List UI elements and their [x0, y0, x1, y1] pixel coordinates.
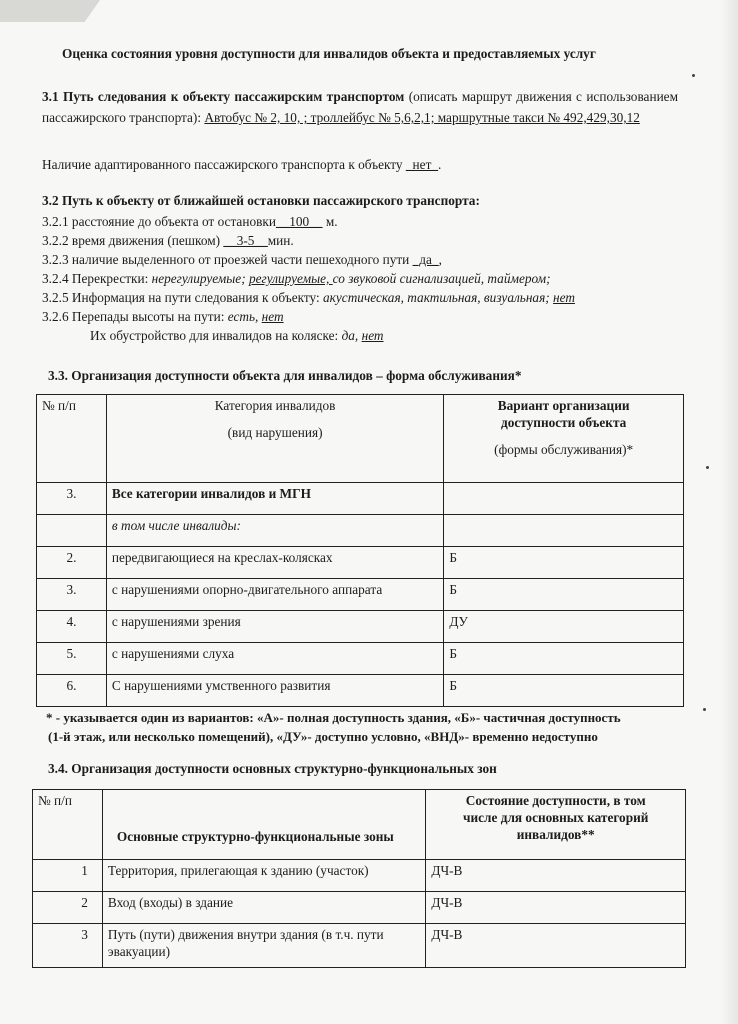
header-category	[106, 395, 443, 483]
info-options: акустическая, тактильная, визуальная;	[323, 290, 554, 305]
table-row	[37, 579, 684, 611]
table-row	[37, 643, 684, 675]
adapted-transport-value: _нет_	[405, 157, 439, 172]
header-state-line1: Состояние доступности, в том	[465, 793, 646, 808]
table-header-row	[37, 395, 684, 483]
table-row	[33, 860, 686, 892]
row-category: в том числе инвалиды:	[106, 515, 443, 547]
row-value: ДУ	[444, 611, 684, 643]
info-label: 3.2.5 Информация на пути следования к объекту:	[42, 290, 324, 305]
row-zone: Вход (входы) в здание	[102, 892, 426, 924]
header-state-line2: числе для основных категорий	[462, 810, 649, 825]
line-3-2-3	[42, 251, 442, 268]
table-row	[33, 924, 686, 968]
adapted-transport-label: Наличие адаптированного пассажирского транспорта к объекту	[42, 157, 406, 172]
height-diff-label: 3.2.6 Перепады высоты на пути:	[42, 309, 228, 324]
pedestrian-path-label: 3.2.3 наличие выделенного от проезжей части пешеходного пути	[42, 252, 413, 267]
row-category: Все категории инвалидов и МГН	[106, 483, 443, 515]
header-zone: Основные структурно-функциональные зоны	[102, 790, 426, 860]
scan-speck	[692, 74, 695, 77]
row-category: с нарушениями слуха	[106, 643, 443, 675]
table-row	[37, 547, 684, 579]
adapted-transport-tail: .	[438, 157, 442, 172]
crossings-opt-signal: со звуковой сигнализацией, таймером;	[332, 271, 551, 286]
table-row	[37, 515, 684, 547]
row-num: 3.	[37, 483, 107, 515]
line-wheelchair	[90, 327, 384, 344]
section-3-1-title: 3.1 Путь следования к объекту пассажирским транспортом	[42, 89, 405, 104]
row-num: 4.	[37, 611, 107, 643]
scan-speck	[706, 466, 709, 469]
row-category: с нарушениями опорно-двигательного аппарата	[106, 579, 443, 611]
line-3-2-4	[42, 270, 551, 287]
row-num: 3.	[37, 579, 107, 611]
row-num: 1	[33, 860, 103, 892]
section-3-2-title: 3.2 Путь к объекту от ближайшей остановки пассажирского транспорта:	[42, 193, 480, 208]
distance-unit: м.	[322, 214, 338, 229]
header-state	[426, 790, 686, 860]
row-category: с нарушениями зрения	[106, 611, 443, 643]
height-diff-selected: нет	[261, 309, 284, 324]
table-row	[37, 611, 684, 643]
row-num: 2	[33, 892, 103, 924]
zones-table	[32, 789, 686, 968]
walk-time-label: 3.2.2 время движения (пешком)	[42, 233, 224, 248]
crossings-label: 3.2.4 Перекрестки:	[42, 271, 152, 286]
row-category: С нарушениями умственного развития	[106, 675, 443, 707]
footnote-line2: (1-й этаж, или несколько помещений), «ДУ»- доступно условно, «ВНД»- временно недоступно	[48, 729, 598, 744]
pedestrian-path-tail: ,	[438, 252, 442, 267]
header-num: № п/п	[37, 395, 107, 483]
info-selected: нет	[553, 290, 575, 305]
footnote-line1: * - указывается один из вариантов: «А»- полная доступность здания, «Б»- частичная доступность	[46, 710, 621, 725]
table-row	[37, 675, 684, 707]
table-header-row	[33, 790, 686, 860]
header-variant	[444, 395, 684, 483]
scan-speck	[703, 708, 706, 711]
distance-label: 3.2.1 расстояние до объекта от остановки	[42, 214, 276, 229]
walk-time-unit: мин.	[267, 233, 294, 248]
wheelchair-label: Их обустройство для инвалидов на коляске:	[90, 328, 342, 343]
table-row	[37, 483, 684, 515]
distance-value: __100__	[275, 214, 323, 229]
row-num: 3	[33, 924, 103, 968]
row-category: передвигающиеся на креслах-колясках	[106, 547, 443, 579]
row-value	[444, 515, 684, 547]
header-category-line1: Категория инвалидов	[214, 398, 336, 413]
header-category-line2: (вид нарушения)	[227, 425, 323, 440]
row-value: ДЧ-В	[426, 924, 686, 968]
line-3-2-6	[42, 308, 284, 325]
row-value: Б	[444, 643, 684, 675]
document-heading: Оценка состояния уровня доступности для инвалидов объекта и предоставляемых услуг	[62, 46, 596, 61]
line-3-2-2	[42, 232, 294, 249]
row-value: ДЧ-В	[426, 892, 686, 924]
header-state-line3: инвалидов**	[516, 827, 595, 842]
line-3-2-1	[42, 213, 338, 230]
row-num: 5.	[37, 643, 107, 675]
walk-time-value: __3-5__	[223, 233, 268, 248]
row-zone: Путь (пути) движения внутри здания (в т.ч. пути эвакуации)	[102, 924, 426, 968]
service-form-table	[36, 394, 684, 707]
section-3-1	[42, 86, 678, 128]
pedestrian-path-value: _да_	[412, 252, 439, 267]
section-3-1-desc: (описать маршрут движения с использованием пассажирского транспорта):	[42, 89, 678, 125]
row-value	[444, 483, 684, 515]
wheelchair-option: да,	[341, 328, 362, 343]
scan-edge	[0, 0, 100, 22]
row-value: Б	[444, 547, 684, 579]
scan-shadow	[720, 0, 738, 1024]
header-variant-line2: доступности объекта	[501, 415, 627, 430]
row-num: 6.	[37, 675, 107, 707]
row-value: ДЧ-В	[426, 860, 686, 892]
section-3-3-title: 3.3. Организация доступности объекта для инвалидов – форма обслуживания*	[48, 368, 522, 383]
header-variant-line1: Вариант организации	[497, 398, 630, 413]
header-variant-line3: (формы обслуживания)*	[494, 442, 634, 457]
wheelchair-selected: нет	[361, 328, 384, 343]
adapted-transport-line	[42, 156, 441, 173]
crossings-opt-regulated: регулируемые,	[248, 271, 333, 286]
table-row	[33, 892, 686, 924]
row-num	[37, 515, 107, 547]
header-num: № п/п	[33, 790, 103, 860]
height-diff-option: есть,	[227, 309, 262, 324]
section-3-1-routes: Автобус № 2, 10, ; троллейбус № 5,6,2,1; маршрутные такси № 492,429,30,12	[204, 110, 640, 125]
line-3-2-5	[42, 289, 575, 306]
crossings-opt-unregulated: нерегулируемые;	[151, 271, 249, 286]
row-value: Б	[444, 675, 684, 707]
section-3-4-title: 3.4. Организация доступности основных структурно-функциональных зон	[48, 761, 497, 776]
row-zone: Территория, прилегающая к зданию (участок)	[102, 860, 426, 892]
row-num: 2.	[37, 547, 107, 579]
row-value: Б	[444, 579, 684, 611]
